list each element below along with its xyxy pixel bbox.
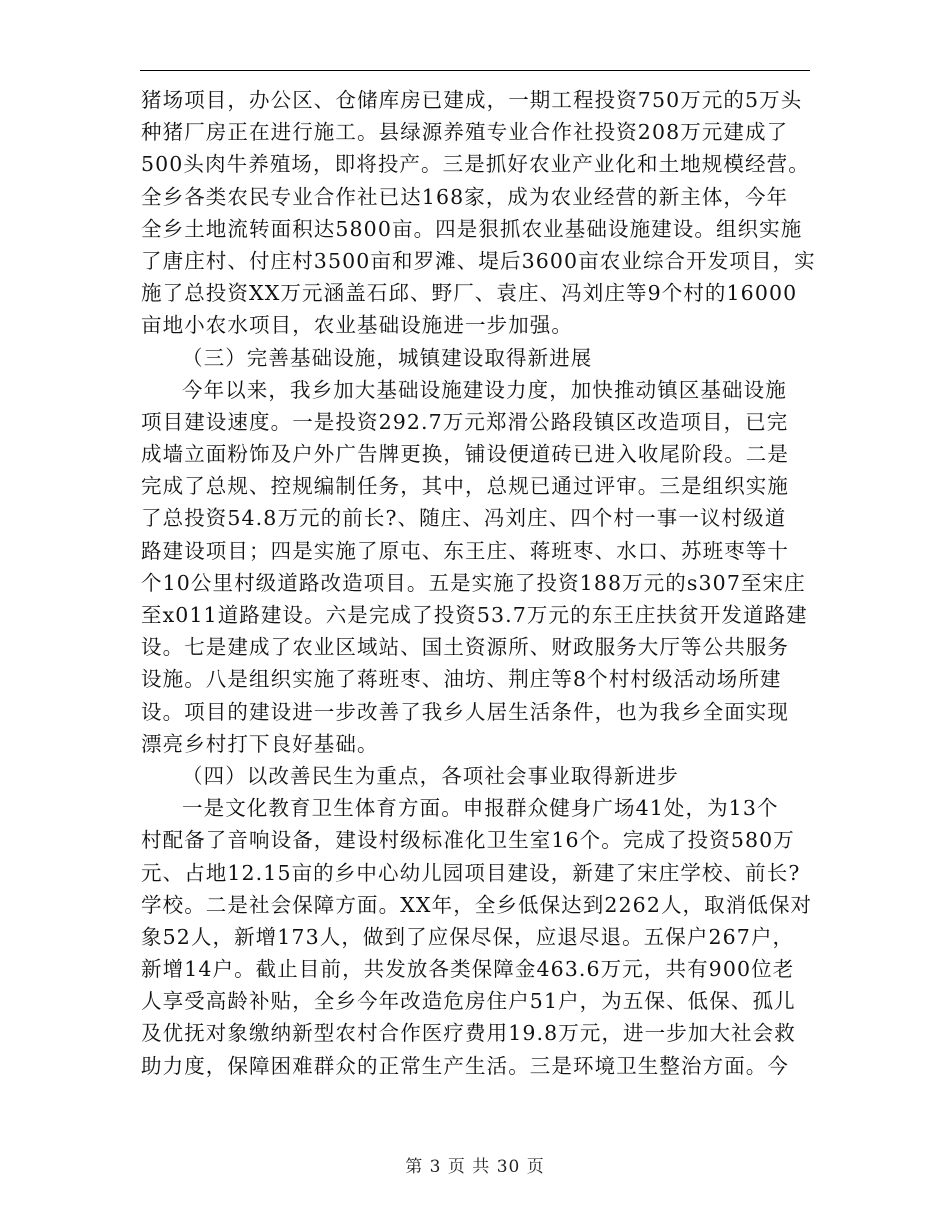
text-line: 了唐庄村、付庄村3500亩和罗滩、堤后3600亩农业综合开发项目，实 [141,248,816,273]
text-line: 种猪厂房正在进行施工。县绿源养殖专业合作社投资208万元建成了 [141,120,789,145]
text-line: 全乡各类农民专业合作社已达168家，成为农业经营的新主体，今年 [141,184,789,209]
text-line: 亩地小农水项目，农业基础设施进一步加强。 [141,313,573,338]
paragraph-start: 一是文化教育卫生体育方面。申报群众健身广场41处，为13个 [182,796,779,821]
text-line: 村配备了音响设备，建设村级标准化卫生室16个。完成了投资580万 [141,828,795,853]
text-line: 新增14户。截止目前，共发放各类保障金463.6万元，共有900位老 [141,957,795,982]
text-line: 了总投资54.8万元的前长?、随庄、冯刘庄、四个村一事一议村级道 [141,506,787,531]
text-line: 项目建设速度。一是投资292.7万元郑滑公路段镇区改造项目，已完 [141,409,789,434]
text-line: 成墙立面粉饰及户外广告牌更换，铺设便道砖已进入收尾阶段。二是 [141,442,789,467]
text-line: 全乡土地流转面积达5800亩。四是狠抓农业基础设施建设。组织实施 [141,216,803,241]
text-line: 完成了总规、控规编制任务，其中，总规已通过评审。三是组织实施 [141,474,789,499]
page-footer: 第 3 页 共 30 页 [405,1157,545,1177]
text-line: 助力度，保障困难群众的正常生产生活。三是环境卫生整治方面。今 [141,1053,789,1078]
text-line: 设。项目的建设进一步改善了我乡人居生活条件，也为我乡全面实现 [141,699,789,724]
text-line: 施了总投资XX万元涵盖石邱、野厂、袁庄、冯刘庄等9个村的16000 [141,281,798,306]
text-line: 猪场项目，办公区、仓储库房已建成，一期工程投资750万元的5万头 [141,88,803,112]
section-heading: （四）以改善民生为重点，各项社会事业取得新进步 [182,763,679,788]
section-heading: （三）完善基础设施，城镇建设取得新进展 [182,345,593,370]
text-line: 象52人，新增173人，做到了应保尽保，应退尽退。五保户267户， [141,924,795,949]
text-line: 设。七是建成了农业区域站、国土资源所、财政服务大厅等公共服务 [141,635,789,660]
text-line: 及优抚对象缴纳新型农村合作医疗费用19.8万元，进一步加大社会救 [141,1021,796,1046]
text-line: 至x011道路建设。六是完成了投资53.7万元的东王庄扶贫开发道路建 [141,603,808,627]
text-line: 路建设项目；四是实施了原屯、东王庄、蒋班枣、水口、苏班枣等十 [141,538,789,563]
text-line: 500头肉牛养殖场，即将投产。三是抓好农业产业化和土地规模经营。 [141,152,810,177]
text-line: 元、占地12.15亩的乡中心幼儿园项目建设，新建了宋庄学校、前长? [141,860,801,885]
document-body [141,84,816,1082]
text-line: 漂亮乡村打下良好基础。 [141,731,379,756]
text-line: 学校。二是社会保障方面。XX年，全乡低保达到2262人，取消低保对 [141,892,813,917]
paragraph-start: 今年以来，我乡加大基础设施建设力度，加快推动镇区基础设施 [182,377,787,402]
text-line: 个10公里村级道路改造项目。五是实施了投资188万元的s307至宋庄 [141,570,806,595]
text-line: 设施。八是组织实施了蒋班枣、油坊、荆庄等8个村村级活动场所建 [141,667,782,692]
text-line: 人享受高龄补贴，全乡今年改造危房住户51户，为五保、低保、孤儿 [141,989,796,1014]
header-rule [140,70,810,71]
